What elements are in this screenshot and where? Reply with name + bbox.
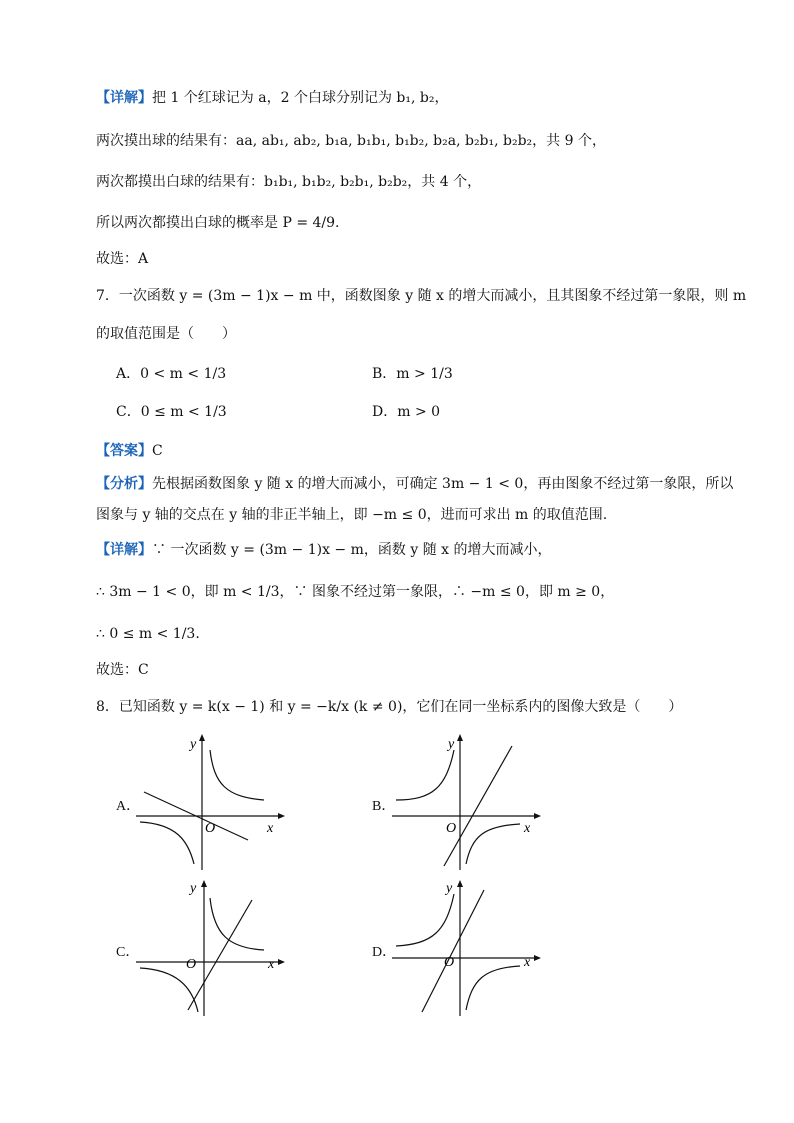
x-axis-label: x: [524, 821, 531, 836]
origin-label: O: [446, 821, 457, 836]
hyperbola-branch: [210, 750, 264, 800]
q7-answer-line: [96, 441, 163, 461]
y-axis-label: y: [446, 881, 453, 896]
q6-outcomes-line: 两次摸出球的结果有：aa, ab₁, ab₂, b₁a, b₁b₁, b₁b₂, b₂a, b₂b₁, b₂b₂，共 9 个，: [96, 133, 606, 149]
q7-choice: 故选：C: [96, 662, 149, 678]
answer-tag: 【答案】: [96, 443, 152, 459]
q7-detail-line2: ∴ 3m − 1 < 0，即 m < 1/3，∵ 图象不经过第一象限，∴ −m ≤ 0，即 m ≥ 0，: [96, 584, 615, 600]
detail-tag: 【详解】: [96, 542, 152, 558]
hyperbola-branch: [396, 750, 454, 800]
q8-option-b-label: B．: [372, 799, 396, 814]
q7-stem-line1: 7．一次函数 y = (3m − 1)x − m 中，函数图象 y 随 x 的增大而减小，且其图象不经过第一象限，则 m: [96, 288, 747, 304]
line-graph: [188, 900, 252, 1010]
q8-graph-d: [392, 878, 542, 1018]
q6-detail-line1: 【详解】把 1 个红球记为 a，2 个白球分别记为 b₁, b₂，: [96, 90, 449, 106]
q7-answer: C: [152, 443, 163, 459]
y-axis-label: y: [448, 737, 455, 752]
q8-stem: 8．已知函数 y = k(x − 1) 和 y = −k/x (k ≠ 0)，它们在同一坐标系内的图像大致是（ ）: [96, 699, 683, 715]
y-axis-label: y: [190, 737, 197, 752]
q8-option-a-label: A．: [116, 799, 141, 814]
q8-option-c-label: C．: [116, 945, 140, 960]
origin-label: O: [444, 955, 455, 970]
q7-option-a: A．0 < m < 1/3: [116, 366, 227, 382]
q7-option-b: B．m > 1/3: [372, 366, 453, 382]
q6-white-outcomes-line: 两次都摸出白球的结果有：b₁b₁, b₁b₂, b₂b₁, b₂b₂，共 4 个，: [96, 174, 482, 190]
q8-graph-c: [136, 878, 286, 1018]
y-axis-label: y: [190, 881, 197, 896]
line-graph: [444, 746, 512, 866]
q7-analysis-line2: 图象与 y 轴的交点在 y 轴的非正半轴上，即 −m ≤ 0，进而可求出 m 的取值范围.: [96, 507, 608, 523]
q8-graph-a: [136, 732, 286, 872]
line-graph: [422, 890, 484, 1012]
hyperbola-branch: [396, 894, 454, 946]
q7-detail-line3: ∴ 0 ≤ m < 1/3.: [96, 626, 200, 642]
x-axis-label: x: [268, 957, 275, 972]
q7-option-d: D．m > 0: [372, 404, 441, 420]
hyperbola-branch: [210, 898, 264, 950]
x-axis-label: x: [267, 821, 274, 836]
origin-label: O: [186, 957, 197, 972]
detail-tag: 【详解】: [96, 90, 152, 106]
hyperbola-branch: [466, 966, 520, 1010]
origin-label: O: [205, 821, 216, 836]
analysis-tag: 【分析】: [96, 476, 152, 492]
q7-stem-line2: 的取值范围是（ ）: [96, 326, 236, 342]
q7-option-c: C．0 ≤ m < 1/3: [116, 404, 227, 420]
hyperbola-branch: [140, 968, 198, 1012]
q6-choice: 故选：A: [96, 251, 149, 267]
q6-probability-line: 所以两次都摸出白球的概率是 P = 4/9.: [96, 215, 340, 231]
q7-analysis-line1: 【分析】先根据函数图象 y 随 x 的增大而减小，可确定 3m − 1 < 0，再由图象不经过第一象限，所以: [96, 476, 734, 492]
hyperbola-branch: [140, 822, 194, 864]
hyperbola-branch: [466, 824, 520, 864]
q8-option-d-label: D．: [372, 945, 397, 960]
x-axis-label: x: [524, 955, 531, 970]
q7-detail-line1: 【详解】∵ 一次函数 y = (3m − 1)x − m，函数 y 随 x 的增大而减小，: [96, 542, 552, 558]
q8-graph-b: [392, 732, 542, 872]
